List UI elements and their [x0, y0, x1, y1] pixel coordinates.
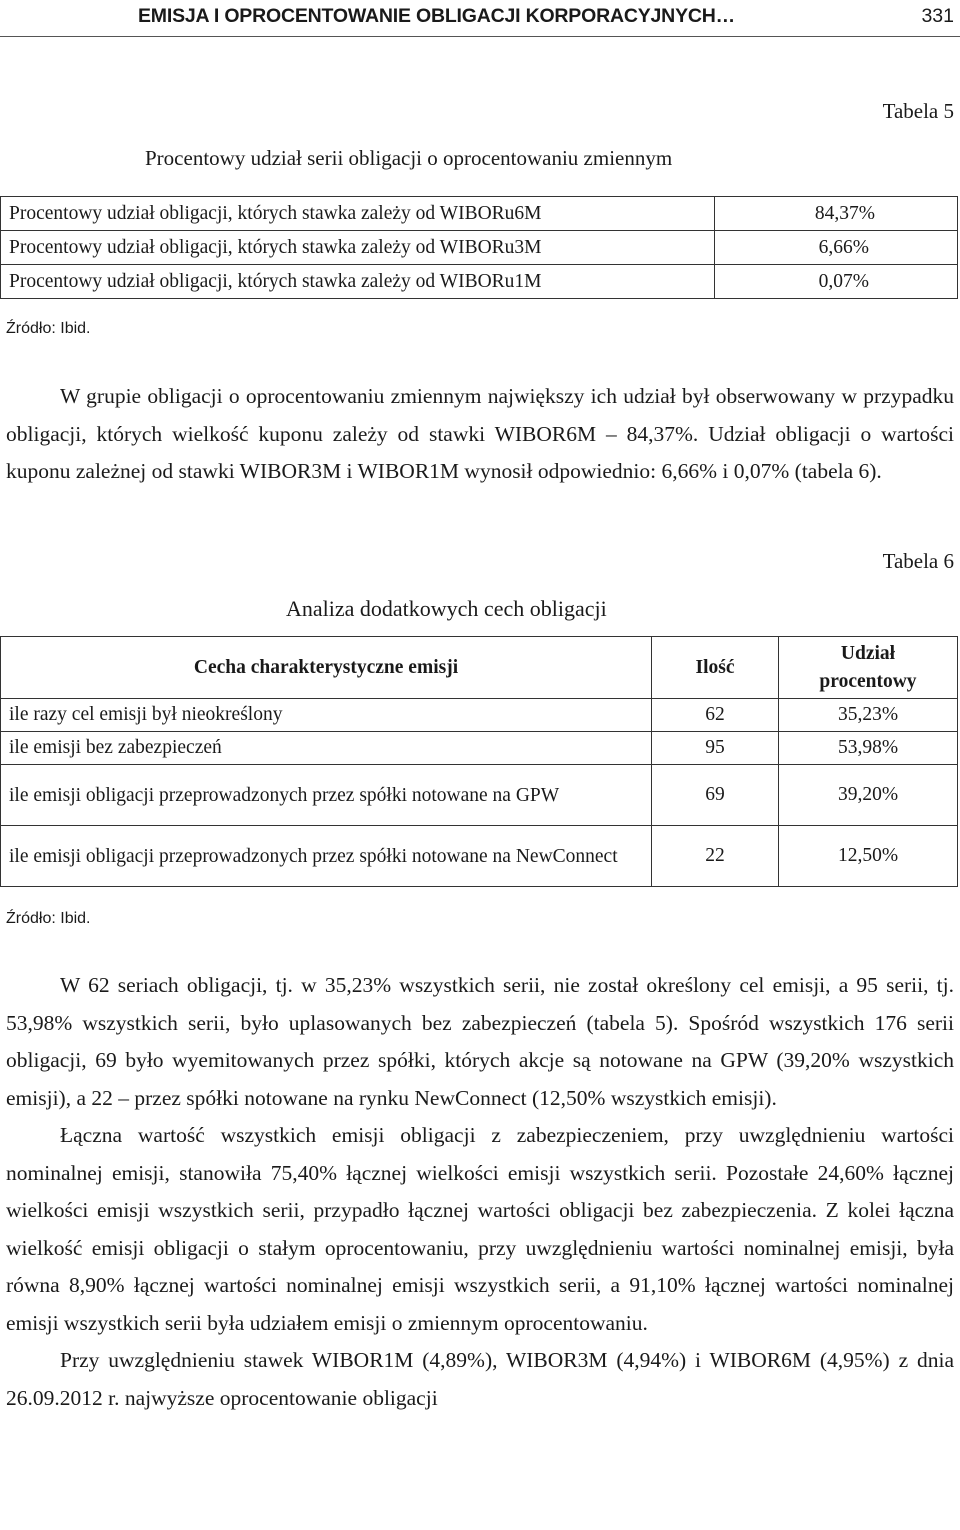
- table6-row-share: 12,50%: [779, 826, 958, 887]
- table5: [0, 196, 958, 299]
- table6: [0, 636, 958, 887]
- body-paragraph-3: Przy uwzględnieniu stawek WIBOR1M (4,89%), WIBOR3M (4,94%) i WIBOR6M (4,95%) z dnia 26.09.2012 r. najwyższe oprocentowanie obligacji: [6, 1348, 954, 1410]
- table6-row-count: 95: [652, 732, 779, 765]
- table5-row-value: 0,07%: [715, 265, 958, 299]
- running-header-title: EMISJA I OPROCENTOWANIE OBLIGACJI KORPORACYJNYCH…: [138, 5, 735, 27]
- table6-header-count: Ilość: [652, 637, 779, 699]
- table5-row-value: 6,66%: [715, 231, 958, 265]
- paragraph-text: W grupie obligacji o oprocentowaniu zmiennym największy ich udział był obserwowany w przypadku obligacji, których wielkość kuponu zależy od stawki WIBOR6M – 84,37%. Udział obligacji o wartości kuponu zależnej od stawki WIBOR3M i WIBOR1M wynosił odpowiednio: 6,66% i 0,07% (tabela 6).: [6, 384, 954, 483]
- table6-row-count: 22: [652, 826, 779, 887]
- table5-row-label: Procentowy udział obligacji, których stawka zależy od WIBORu6M: [1, 197, 715, 231]
- table6-row-label: ile emisji obligacji przeprowadzonych przez spółki notowane na NewConnect: [1, 826, 652, 887]
- table5-source: Źródło: Ibid.: [6, 320, 91, 337]
- table-header-row: [1, 637, 958, 699]
- page-number: 331: [921, 5, 954, 27]
- table-row: [1, 826, 958, 887]
- table6-row-count: 62: [652, 699, 779, 732]
- table6-row-label: ile razy cel emisji był nieokreślony: [1, 699, 652, 732]
- table5-caption: Procentowy udział serii obligacji o oprocentowaniu zmiennym: [145, 146, 673, 170]
- table5-row-label: Procentowy udział obligacji, których stawka zależy od WIBORu3M: [1, 231, 715, 265]
- table-row: [1, 197, 958, 231]
- table6-row-share: 39,20%: [779, 765, 958, 826]
- table-row: [1, 765, 958, 826]
- table6-header-share: Udział procentowy: [779, 637, 958, 699]
- table-row: [1, 231, 958, 265]
- table6-caption: Analiza dodatkowych cech obligacji: [286, 596, 607, 621]
- running-header: [0, 0, 960, 36]
- table5-label: Tabela 5: [882, 99, 954, 123]
- table-row: [1, 265, 958, 299]
- table5-row-label: Procentowy udział obligacji, których stawka zależy od WIBORu1M: [1, 265, 715, 299]
- table6-source: Źródło: Ibid.: [6, 910, 91, 927]
- table-row: [1, 732, 958, 765]
- table6-row-count: 69: [652, 765, 779, 826]
- body-text: [6, 967, 954, 1417]
- table6-row-label: ile emisji bez zabezpieczeń: [1, 732, 652, 765]
- table6-header-feature: Cecha charakterystyczne emisji: [1, 637, 652, 699]
- table6-row-label: ile emisji obligacji przeprowadzonych przez spółki notowane na GPW: [1, 765, 652, 826]
- header-divider: [0, 36, 960, 37]
- body-paragraph-1: W 62 seriach obligacji, tj. w 35,23% wszystkich serii, nie został określony cel emisji, a 95 serii, tj. 53,98% wszystkich serii, było uplasowanych bez zabezpieczeń (tabela 5). Spośród wszystkich 176 serii obligacji, 69 było wyemitowanych przez spółki, których akcje są notowane na GPW (39,20% wszystkich emisji), a 22 – przez spółki notowane na rynku NewConnect (12,50% wszystkich emisji).: [6, 973, 954, 1110]
- paragraph-intro: [6, 378, 954, 491]
- table6-row-share: 35,23%: [779, 699, 958, 732]
- table6-label: Tabela 6: [882, 549, 954, 573]
- table5-row-value: 84,37%: [715, 197, 958, 231]
- table6-row-share: 53,98%: [779, 732, 958, 765]
- body-paragraph-2: Łączna wartość wszystkich emisji obligacji z zabezpieczeniem, przy uwzględnieniu wartości nominalnej emisji, stanowiła 75,40% łącznej wielkości emisji wszystkich serii. Pozostałe 24,60% łącznej wielkości emisji wszystkich serii, przypadło łącznej wartości obligacji bez zabezpieczenia. Z kolei łączna wielkość emisji obligacji o stałym oprocentowaniu, przy uwzględnieniu wartości nominalnej emisji, była równa 8,90% łącznej wartości nominalnej emisji wszystkich serii, a 91,10% łącznej wartości nominalnej emisji wszystkich serii była udziałem emisji o zmiennym oprocentowaniu.: [6, 1123, 954, 1335]
- table-row: [1, 699, 958, 732]
